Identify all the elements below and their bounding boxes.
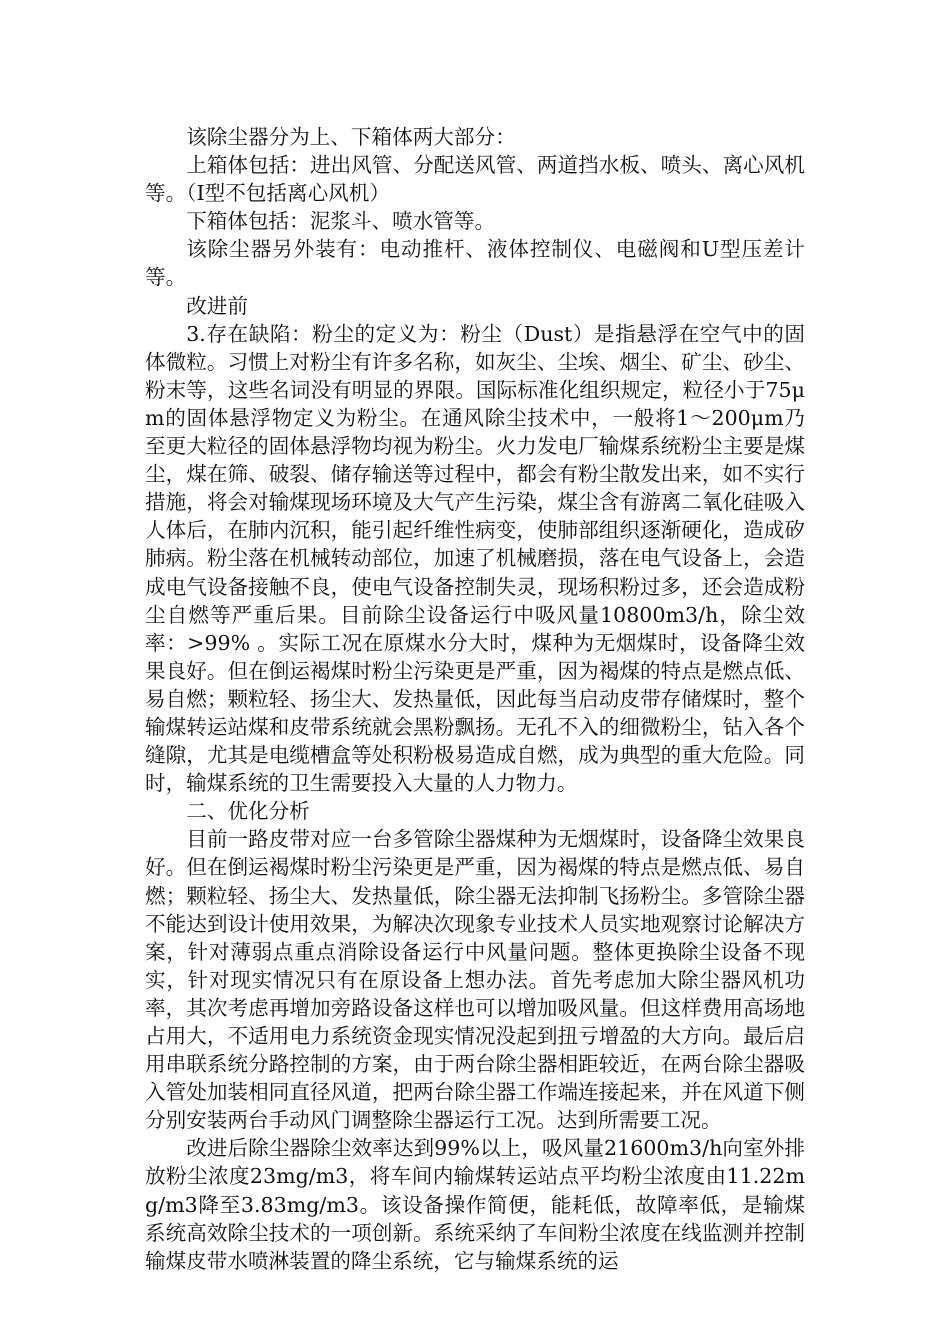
paragraph-defects: 3.存在缺陷：粉尘的定义为：粉尘（Dust）是指悬浮在空气中的固体微粒。习惯上对粉尘有许多名称，如灰尘、尘埃、烟尘、矿尘、砂尘、粉末等，这些名词没有明显的界限。国际标准化组织规定，粒径小于75μm的固体悬浮物定义为粉尘。在通风除尘技术中，一般将1～200μm乃至更大粒径的固体悬浮物均视为粉尘。火力发电厂输煤系统粉尘主要是煤尘，煤在筛、破裂、储存输送等过程中，都会有粉尘散发出来，如不实行措施，将会对输煤现场环境及大气产生污染，煤尘含有游离二氧化硅吸入人体后，在肺内沉积，能引起纤维性病变，使肺部组织逐渐硬化，造成矽肺病。粉尘落在机械转动部位，加速了机械磨损，落在电气设备上，会造成电气设备接触不良，使电气设备控制失灵，现场积粉过多，还会造成粉尘自燃等严重后果。目前除尘设备运行中吸风量10800m3/h，除尘效率：>99% 。实际工况在原煤水分大时，煤种为无烟煤时，设备降尘效果良好。但在倒运褐煤时粉尘污染更是严重，因为褐煤的特点是燃点低、易自燃；颗粒轻、扬尘大、发热量低，因此每当启动皮带存储煤时，整个输煤转运站煤和皮带系统就会黑粉飘扬。无孔不入的细微粉尘，钻入各个缝隙，尤其是电缆槽盒等处积粉极易造成自燃，成为典型的重大危险。同时，输煤系统的卫生需要投入大量的人力物力。	[145, 321, 805, 796]
paragraph-lower-box: 下箱体包括：泥浆斗、喷水管等。	[186, 209, 496, 234]
heading-before-improvement: 改进前	[186, 293, 248, 318]
paragraph-extra-equipment: 该除尘器另外装有：电动推杆、液体控制仪、电磁阀和U型压差计等。	[145, 237, 805, 290]
paragraph-structure-intro: 该除尘器分为上、下箱体两大部分：	[186, 125, 516, 149]
paragraph-upper-box: 上箱体包括：进出风管、分配送风管、两道挡水板、喷头、离心风机等。（Ⅰ型不包括离心风机）	[145, 153, 805, 206]
paragraph-after-improvement: 改进后除尘器除尘效率达到99%以上，吸风量21600m3/h向室外排放粉尘浓度23mg/m3，将车间内输煤转运站点平均粉尘浓度由11.22mg/m3降至3.83mg/m3。该设备操作简便，能耗低，故障率低，是输煤系统高效除尘技术的一项创新。系统采纳了车间粉尘浓度在线监测并控制输煤皮带水喷淋装置的降尘系统，它与输煤系统的运	[145, 1136, 805, 1273]
document-body	[145, 123, 805, 1275]
paragraph-optimization: 目前一路皮带对应一台多管除尘器煤种为无烟煤时，设备降尘效果良好。但在倒运褐煤时粉尘污染更是严重，因为褐煤的特点是燃点低、易自燃；颗粒轻、扬尘大、发热量低，除尘器无法抑制飞扬粉尘。多管除尘器不能达到设计使用效果，为解决次现象专业技术人员实地观察讨论解决方案，针对薄弱点重点消除设备运行中风量问题。整体更换除尘设备不现实，针对现实情况只有在原设备上想办法。首先考虑加大除尘器风机功率，其次考虑再增加旁路设备这样也可以增加吸风量。但这样费用高场地占用大，不适用电力系统资金现实情况没起到扭亏增盈的大方向。最后启用串联系统分路控制的方案，由于两台除尘器相距较近，在两台除尘器吸入管处加装相同直径风道，把两台除尘器工作端连接起来，并在风道下侧分别安装两台手动风门调整除尘器运行工况。达到所需要工况。	[145, 827, 805, 1133]
heading-optimization-analysis: 二、优化分析	[186, 799, 310, 824]
